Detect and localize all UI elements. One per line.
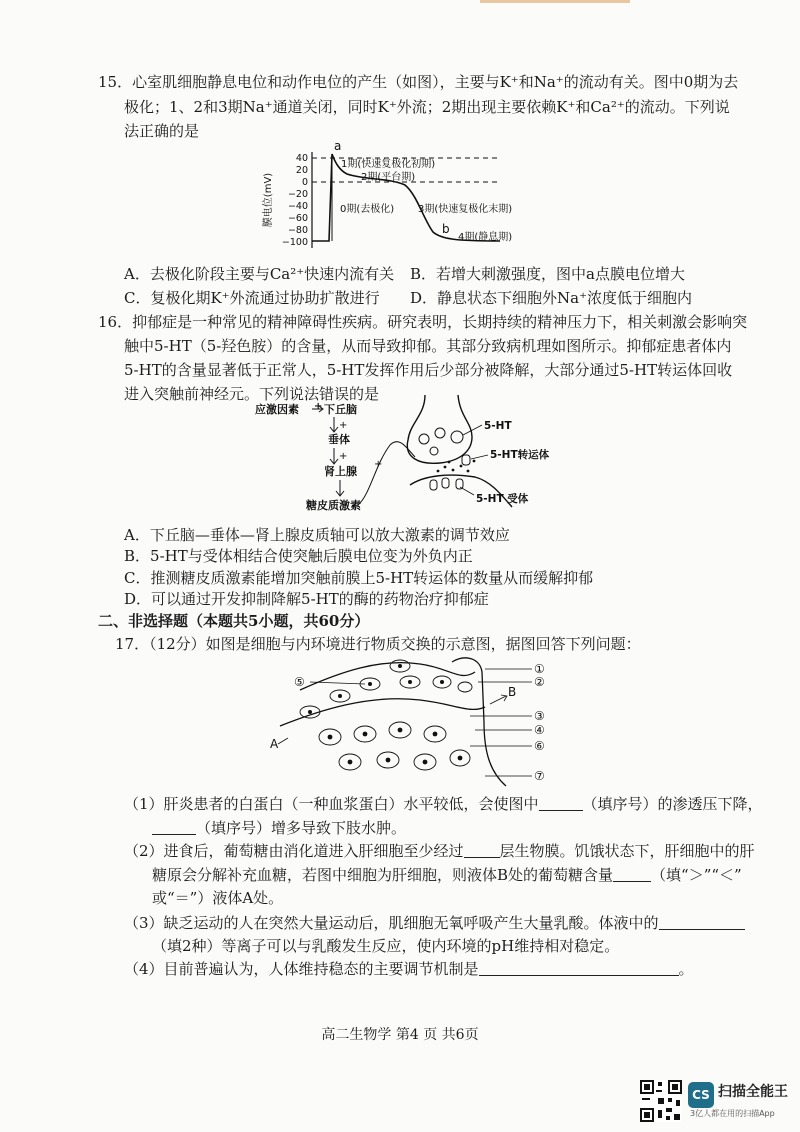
fig17-label-7: ⑦ [534, 769, 545, 783]
ap-label-a: a [334, 140, 342, 153]
ap-tick-m20: −20 [287, 189, 308, 200]
top-edge-mark [480, 0, 630, 3]
q17-blank-1[interactable] [539, 796, 583, 811]
label-5ht: 5-HT [484, 420, 512, 432]
q17-sub4-line1 [124, 958, 694, 980]
section-2-heading: 二、非选择题（本题共5小题，共60分） [98, 612, 370, 630]
label-5ht-receptor: 5-HT 受体 [476, 493, 529, 505]
q16-line4: 进入突触前神经元。下列说法错误的是 [124, 385, 380, 403]
hpa-plus-1: + [314, 401, 323, 412]
q17-intro: 17．（12分）如图是细胞与内环境进行物质交换的示意图，据图回答下列问题： [115, 635, 641, 653]
vesicle [451, 431, 463, 443]
ap-phase0: 0期(去极化) [340, 204, 395, 215]
label-5ht-transporter: 5-HT转运体 [490, 449, 550, 461]
q17-s2c: 糖原会分解补充血糖，若图中细胞为肝细胞，则液体B处的葡萄糖含量 [152, 866, 614, 884]
q17-sub3-line1 [124, 912, 745, 934]
camscanner-subtitle: 3亿人都在用的扫描App [690, 1109, 775, 1118]
q17-blank-2[interactable] [152, 820, 196, 835]
fig17-label-6: ⑥ [534, 739, 545, 753]
q17-blank-5[interactable] [659, 915, 745, 930]
hpa-stress: 应激因素 [255, 403, 299, 416]
q17-sub1-line1 [124, 793, 763, 815]
vesicle [419, 434, 429, 444]
fig17-label-a: A [270, 737, 279, 751]
ap-phase2: 2期(平台期) [361, 172, 416, 183]
hpa-hypothalamus: 下丘脑 [324, 403, 357, 416]
q17-sub2-line2 [152, 864, 742, 886]
ap-ylabel: 膜电位(mV) [263, 172, 274, 228]
fig17-label-4: ④ [534, 723, 545, 737]
q15-option-a: A．去极化阶段主要与Ca²⁺快速内流有关 [124, 265, 395, 283]
q16-option-d: D．可以通过开发抑制降解5-HT的酶的药物治疗抑郁症 [124, 590, 489, 608]
q17-sub2-line3: 或“＝”）液体A处。 [152, 889, 284, 907]
page-footer: 高二生物学 第4 页 共6页 [321, 1027, 479, 1043]
fig17-label-b: B [508, 685, 517, 699]
receptor-shape [442, 478, 449, 488]
q16-line3: 5-HT的含量显著低于正常人，5-HT发挥作用后少部分被降解，大部分通过5-HT转运体回收 [124, 361, 733, 379]
q17-blank-3[interactable] [464, 843, 500, 858]
q15-line3: 法正确的是 [124, 122, 200, 140]
q16-option-c: C．推测糖皮质激素能增加突触前膜上5-HT转运体的数量从而缓解抑郁 [124, 569, 594, 587]
camscanner-title: 扫描全能王 [718, 1084, 788, 1100]
q17-s2d: （填“＞”“＜” [651, 866, 742, 884]
fig17-label-5: ⑤ [294, 675, 305, 689]
q17-sub1-line2 [152, 817, 406, 839]
vesicle [430, 447, 438, 455]
q15-option-b: B．若增大刺激强度，图中a点膜电位增大 [410, 265, 685, 283]
fig17-label-3: ③ [534, 709, 545, 723]
q17-s1b: （填序号）的渗透压下降， [582, 795, 763, 813]
hpa-pituitary: 垂体 [328, 433, 350, 446]
synapse-figure [250, 395, 570, 520]
presynaptic-terminal [407, 395, 472, 463]
gc-path [358, 442, 415, 505]
receptor-shape [456, 479, 463, 489]
hpa-plus-3: + [339, 451, 348, 462]
q17-s1a: （1）肝炎患者的白蛋白（一种血浆蛋白）水平较低，会使图中 [124, 795, 539, 813]
camscanner-logo-icon: CS [688, 1082, 714, 1108]
q15-line1: 15．心室肌细胞静息电位和动作电位的产生（如图），主要与K⁺和Na⁺的流动有关。图中0期为去 [98, 73, 739, 91]
q17-sub2-line1 [124, 840, 755, 862]
ap-tick-m60: −60 [287, 213, 308, 224]
hpa-glucocorticoid: 糖皮质激素 [306, 499, 361, 512]
ap-phase1: 1期(快速复极化初期) [341, 159, 436, 170]
q16-option-a: A．下丘脑—垂体—肾上腺皮质轴可以放大激素的调节效应 [124, 526, 510, 544]
action-potential-figure [255, 140, 555, 255]
q17-sub3-line2: （填2种）等离子可以与乳酸发生反应，使内环境的pH维持相对稳定。 [152, 937, 620, 955]
cell-environment-figure [270, 652, 570, 790]
q16-option-b: B．5-HT与受体相结合使突触后膜电位变为外负内正 [124, 547, 473, 565]
hpa-plus-4: + [374, 459, 383, 470]
q17-s4a: （4）目前普遍认为，人体维持稳态的主要调节机制是 [124, 960, 479, 978]
q17-s2a: （2）进食后，葡萄糖由消化道进入肝细胞至少经过 [124, 842, 464, 860]
ap-phase3: 3期(快速复极化末期) [418, 204, 513, 215]
vesicle [435, 428, 445, 438]
ap-tick-m80: −80 [287, 225, 308, 236]
q17-s3a: （3）缺乏运动的人在突然大量运动后，肌细胞无氧呼吸产生大量乳酸。体液中的 [124, 914, 659, 932]
ap-tick-20: 20 [295, 165, 308, 176]
q15-option-d: D．静息状态下细胞外Na⁺浓度低于细胞内 [410, 289, 693, 307]
transporter-shape [462, 455, 470, 465]
fig17-label-1: ① [534, 662, 545, 676]
fig17-label-2: ② [534, 675, 545, 689]
ap-tick-0: 0 [301, 177, 308, 188]
q16-line1: 16．抑郁症是一种常见的精神障碍性疾病。研究表明，长期持续的精神压力下，相关刺激会影响突 [98, 313, 748, 331]
q15-option-c: C．复极化期K⁺外流通过协助扩散进行 [124, 289, 380, 307]
ap-label-b: b [442, 222, 450, 236]
qr-code-icon [640, 1080, 682, 1122]
ap-tick-40: 40 [295, 153, 308, 164]
q16-line2: 触中5-HT（5-羟色胺）的含量，从而导致抑郁。其部分致病机理如图所示。抑郁症患者体内 [124, 337, 732, 355]
ap-tick-m100: −100 [281, 237, 308, 248]
hpa-plus-2: + [339, 420, 348, 431]
q17-blank-4[interactable] [613, 867, 651, 882]
hpa-adrenal: 肾上腺 [324, 465, 357, 478]
ap-tick-m40: −40 [287, 201, 308, 212]
q17-s4b: 。 [678, 960, 694, 978]
receptor-shape [430, 480, 437, 490]
q17-blank-6[interactable] [479, 961, 679, 976]
lymph-vessel [452, 658, 506, 786]
ap-phase4: 4期(静息期) [458, 232, 513, 243]
q15-line2: 极化；1、2和3期Na⁺通道关闭，同时K⁺外流；2期出现主要依赖K⁺和Ca²⁺的流动。下列说 [124, 98, 730, 116]
q17-s2b: 层生物膜。饥饿状态下，肝细胞中的肝 [499, 842, 755, 860]
q17-s1c: （填序号）增多导致下肢水肿。 [196, 819, 407, 837]
